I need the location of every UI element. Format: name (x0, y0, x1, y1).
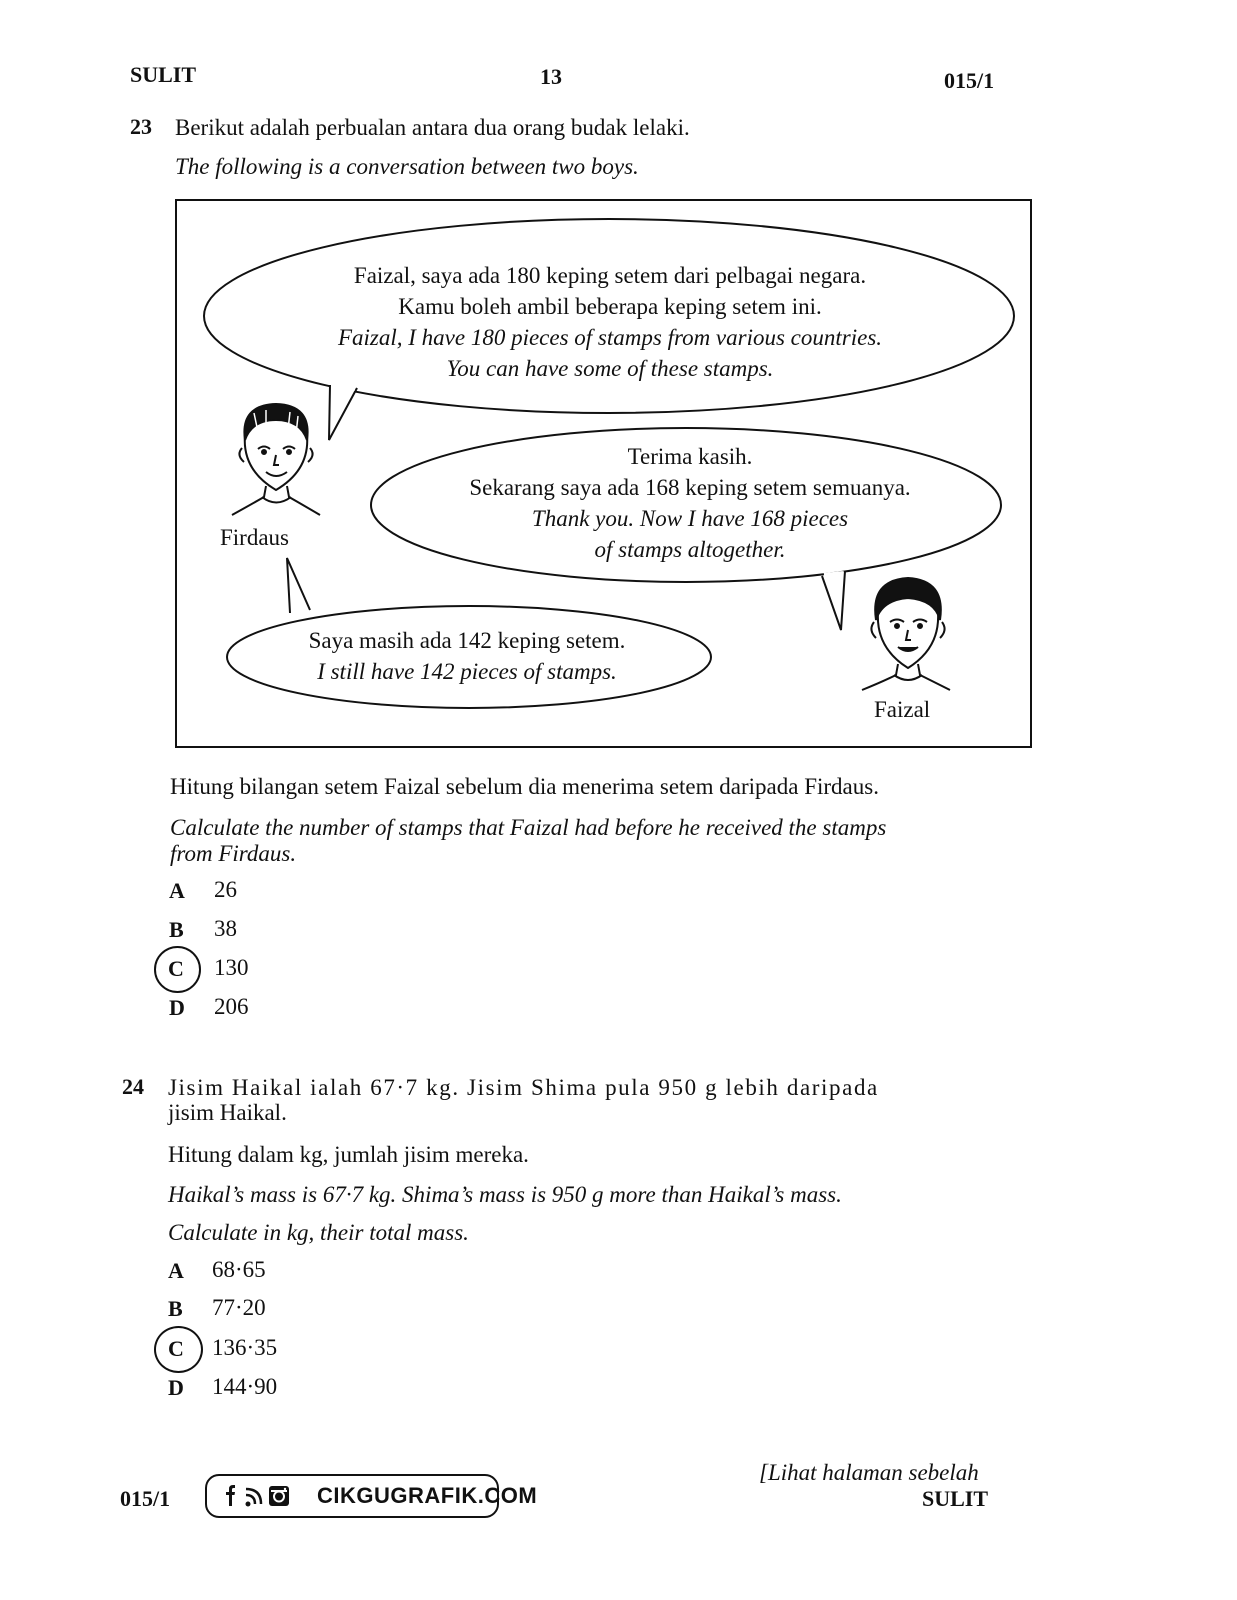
header-sulit: SULIT (130, 62, 197, 87)
firdaus-face-icon (232, 404, 320, 515)
q23-question-en-2: from Firdaus. (170, 841, 297, 866)
q23-option-b-letter: B (169, 917, 184, 942)
q24-option-a-value: 68·65 (212, 1257, 266, 1282)
bubble2-line3: Thank you. Now I have 168 pieces (531, 506, 849, 531)
q24-line1: Jisim Haikal ialah 67·7 kg. Jisim Shima pula 950 g lebih daripada (168, 1075, 879, 1100)
bubble3-line2: I still have 142 pieces of stamps. (317, 659, 617, 684)
footer-next-page: [Lihat halaman sebelah (759, 1460, 979, 1485)
q23-option-c-value: 130 (214, 955, 249, 980)
bubble1-line3: Faizal, I have 180 pieces of stamps from various countries. (337, 325, 883, 350)
faizal-face-icon (862, 578, 950, 690)
name-firdaus: Firdaus (220, 525, 289, 550)
q24-line2: jisim Haikal. (168, 1100, 287, 1125)
bubble2-line4: of stamps altogether. (594, 537, 786, 562)
q24-option-d-value: 144·90 (212, 1374, 278, 1399)
bubble1-line4: You can have some of these stamps. (446, 356, 774, 381)
bubble2-line2: Sekarang saya ada 168 keping setem semuanya. (469, 475, 911, 500)
instagram-icon (269, 1486, 289, 1506)
footer-logo (205, 1474, 538, 1518)
q24-option-c-value: 136·35 (212, 1335, 278, 1360)
bubble1-line2: Kamu boleh ambil beberapa keping setem ini. (398, 294, 822, 319)
q24-option-c-letter: C (168, 1336, 184, 1361)
facebook-icon (226, 1485, 235, 1506)
footer-logo-text: CIKGUGRAFIK.COM (317, 1483, 538, 1508)
bubble1-text (230, 260, 990, 384)
q24-option-a-letter: A (168, 1258, 184, 1283)
page-number: 13 (540, 64, 562, 89)
q23-intro-ms: Berikut adalah perbualan antara dua orang budak lelaki. (175, 115, 690, 140)
q23-option-a-letter: A (169, 878, 185, 903)
q24-line3: Hitung dalam kg, jumlah jisim mereka. (168, 1142, 529, 1167)
q23-question-ms: Hitung bilangan setem Faizal sebelum dia menerima setem daripada Firdaus. (170, 774, 879, 799)
bubble2-text (405, 441, 975, 565)
question-24-number: 24 (122, 1074, 144, 1099)
q24-option-b-value: 77·20 (212, 1295, 266, 1320)
q23-question-en-1: Calculate the number of stamps that Faizal had before he received the stamps (170, 815, 887, 840)
bubble2-line1: Terima kasih. (627, 444, 753, 469)
question-23-number: 23 (130, 114, 152, 139)
q24-line5: Calculate in kg, their total mass. (168, 1220, 469, 1245)
q24-option-b-letter: B (168, 1296, 183, 1321)
bubble3-line1: Saya masih ada 142 keping setem. (308, 628, 626, 653)
q23-option-d-value: 206 (214, 994, 249, 1019)
name-faizal: Faizal (874, 697, 931, 722)
q24-option-d-letter: D (168, 1375, 184, 1400)
q23-option-b-value: 38 (214, 916, 237, 941)
footer-code: 015/1 (120, 1486, 171, 1511)
header-code: 015/1 (944, 68, 995, 93)
rss-icon (246, 1489, 262, 1507)
q23-option-d-letter: D (169, 995, 185, 1020)
footer-sulit: SULIT (922, 1486, 989, 1511)
bubble1-line1: Faizal, saya ada 180 keping setem dari pelbagai negara. (353, 263, 867, 288)
social-icons (219, 1484, 299, 1508)
bubble3-text (252, 625, 682, 687)
q23-option-a-value: 26 (214, 877, 237, 902)
q24-line4: Haikal’s mass is 67·7 kg. Shima’s mass is 950 g more than Haikal’s mass. (168, 1182, 842, 1207)
q23-intro-en: The following is a conversation between two boys. (175, 154, 639, 179)
q23-option-c-letter: C (168, 956, 184, 981)
